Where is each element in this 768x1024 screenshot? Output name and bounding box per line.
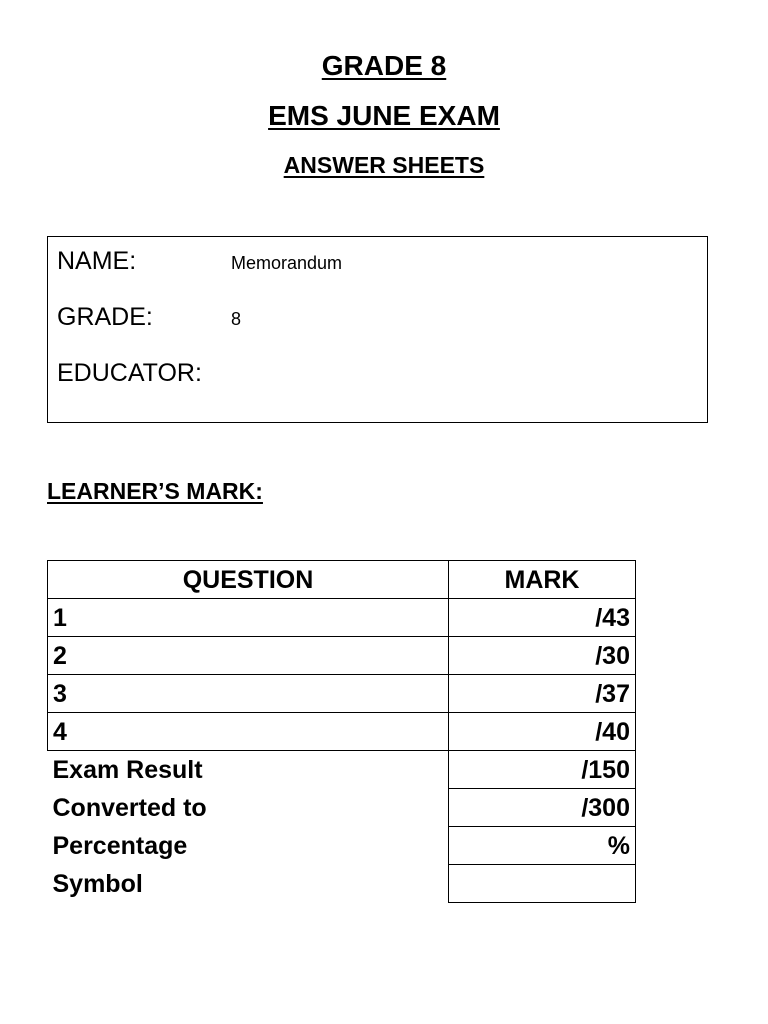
summary-label: Percentage [52,831,188,860]
summary-label: Converted to [52,793,207,822]
summary-label: Symbol [52,869,143,898]
mark-cell: /37 [449,675,636,713]
summary-mark-cell: /300 [449,789,636,827]
grade-label: GRADE: [57,303,153,331]
summary-row-percentage [48,827,636,865]
mark-cell: /40 [449,713,636,751]
table-header-row [48,561,636,599]
question-cell: 2 [48,637,449,675]
table-row [48,675,636,713]
summary-row-exam-result [48,751,636,789]
grade-value: 8 [231,309,242,329]
mark-cell: /43 [449,599,636,637]
document-title-exam: EMS JUNE EXAM [268,100,500,131]
summary-mark-cell [449,865,636,903]
table-row [48,599,636,637]
question-cell: 4 [48,713,449,751]
summary-row-converted [48,789,636,827]
name-label: NAME: [57,247,137,275]
summary-row-symbol [48,865,636,903]
summary-mark-cell: /150 [449,751,636,789]
mark-cell: /30 [449,637,636,675]
learner-info-box [47,236,708,423]
marks-table [47,560,636,903]
table-row [48,713,636,751]
summary-label: Exam Result [52,755,203,784]
document-subtitle: ANSWER SHEETS [283,152,485,178]
question-column-header: QUESTION [48,561,449,599]
question-cell: 3 [48,675,449,713]
learner-mark-heading: LEARNER’S MARK: [47,478,263,504]
question-cell: 1 [48,599,449,637]
table-row [48,637,636,675]
summary-mark-cell: % [449,827,636,865]
educator-label: EDUCATOR: [57,359,202,387]
mark-column-header: MARK [449,561,636,599]
name-value: Memorandum [231,253,343,273]
document-title-grade: GRADE 8 [321,50,447,81]
